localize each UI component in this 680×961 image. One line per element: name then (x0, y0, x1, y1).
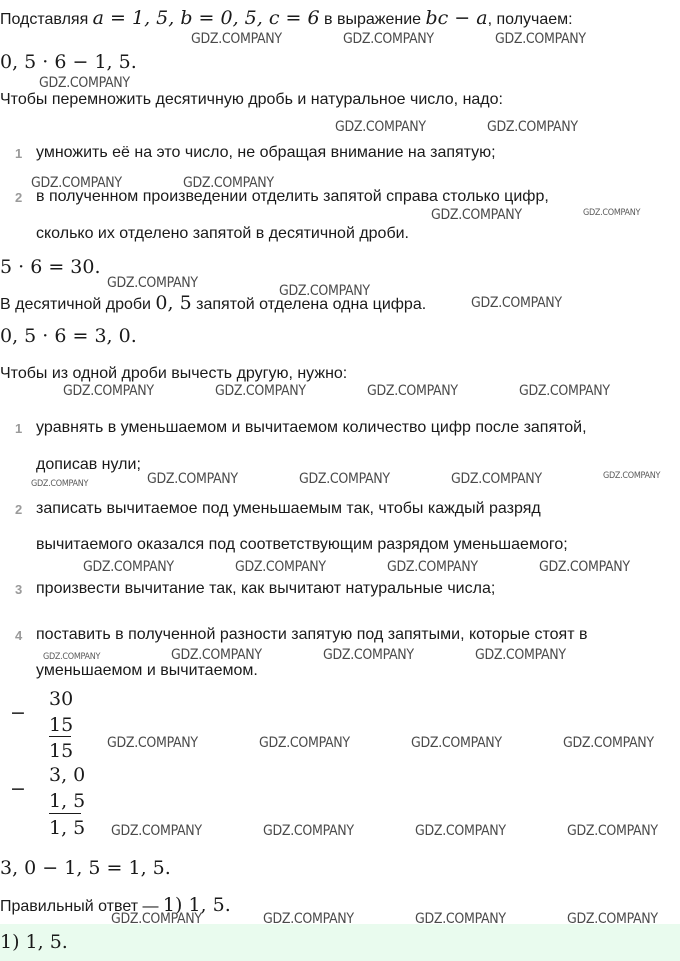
watermark: GDZ.COMPANY (83, 559, 174, 575)
subtract-step-text: вычитаемого оказался под соответствующим разрядом уменьшаемого; (36, 536, 568, 553)
subtract-step-text: дописав нули; (36, 456, 141, 473)
subtract-step-text: уравнять в уменьшаемом и вычитаемом количество цифр после запятой, (36, 419, 587, 436)
watermark: GDZ.COMPANY (31, 479, 89, 489)
watermark: GDZ.COMPANY (111, 823, 202, 839)
watermark: GDZ.COMPANY (415, 823, 506, 839)
watermark: GDZ.COMPANY (567, 823, 658, 839)
watermark: GDZ.COMPANY (171, 647, 262, 663)
watermark: GDZ.COMPANY (519, 383, 610, 399)
intro-expr: bc − a (425, 7, 488, 29)
watermark: GDZ.COMPANY (475, 647, 566, 663)
subtract-step-text: произвести вычитание так, как вычитают натуральные числа; (36, 580, 496, 597)
watermark: GDZ.COMPANY (147, 471, 238, 487)
minuend: 3, 0 (49, 764, 86, 786)
watermark: GDZ.COMPANY (39, 75, 130, 91)
difference: 15 (49, 740, 74, 762)
watermark: GDZ.COMPANY (471, 295, 562, 311)
minuend: 30 (49, 688, 74, 710)
watermark: GDZ.COMPANY (415, 911, 506, 927)
watermark: GDZ.COMPANY (107, 275, 198, 291)
intro-suffix: , получаем: (487, 11, 573, 28)
watermark: GDZ.COMPANY (567, 911, 658, 927)
answer-box-text: 1) 1, 5. (0, 931, 68, 953)
watermark: GDZ.COMPANY (111, 911, 202, 927)
watermark: GDZ.COMPANY (235, 559, 326, 575)
decimal-note-suffix: запятой отделена одна цифра. (191, 296, 427, 313)
watermark: GDZ.COMPANY (367, 383, 458, 399)
multiply-step-text: сколько их отделено запятой в десятичной дроби. (36, 225, 409, 242)
answer-label: Правильный ответ — (0, 898, 163, 915)
subtract-step-text: записать вычитаемое под уменьшаемым так, чтобы каждый разряд (36, 500, 541, 517)
decimal-note-prefix: В десятичной дроби (0, 296, 156, 313)
multiply-step-text: в полученном произведении отделить запятой справа столько цифр, (36, 188, 549, 205)
watermark: GDZ.COMPANY (487, 119, 578, 135)
multiply-rule-heading: Чтобы перемножить десятичную дробь и натуральное число, надо: (0, 91, 503, 108)
watermark: GDZ.COMPANY (539, 559, 630, 575)
watermark: GDZ.COMPANY (279, 283, 370, 299)
subtrahend: 1, 5 (49, 790, 86, 812)
watermark: GDZ.COMPANY (183, 175, 274, 191)
watermark: GDZ.COMPANY (31, 175, 122, 191)
calc-line-3: 3, 0 − 1, 5 = 1, 5. (0, 857, 171, 879)
watermark: GDZ.COMPANY (299, 471, 390, 487)
watermark: GDZ.COMPANY (107, 735, 198, 751)
subtract-step-number: 1 (15, 421, 23, 436)
watermark: GDZ.COMPANY (343, 31, 434, 47)
watermark: GDZ.COMPANY (259, 735, 350, 751)
decimal-note-value: 0, 5 (155, 292, 192, 314)
intro-values: a = 1, 5, b = 0, 5, c = 6 (92, 7, 320, 29)
subtract-step-number: 3 (15, 582, 23, 597)
difference: 1, 5 (49, 817, 86, 839)
subtract-step-text: поставить в полученной разности запятую под запятыми, которые стоят в (36, 626, 588, 643)
multiply-step-number: 2 (15, 190, 23, 205)
subtract-step-number: 2 (15, 502, 23, 517)
watermark: GDZ.COMPANY (43, 652, 101, 662)
watermark: GDZ.COMPANY (263, 823, 354, 839)
multiply-step-text: умножить её на это число, не обращая внимание на запятую; (36, 144, 496, 161)
minus-sign: − (10, 778, 26, 800)
answer-value: 1) 1, 5. (162, 894, 231, 916)
subtrahend: 15 (49, 714, 74, 736)
subtract-step-number: 4 (15, 628, 23, 643)
subtract-step-text: уменьшаемом и вычитаемом. (36, 662, 258, 679)
calc-line-1: 5 · 6 = 30. (0, 256, 101, 278)
multiply-step-number: 1 (15, 146, 23, 161)
calc-line-2: 0, 5 · 6 = 3, 0. (0, 325, 137, 347)
watermark: GDZ.COMPANY (191, 31, 282, 47)
column-rule (49, 736, 71, 737)
column-rule (49, 813, 81, 814)
watermark: GDZ.COMPANY (411, 735, 502, 751)
watermark: GDZ.COMPANY (583, 208, 641, 218)
watermark: GDZ.COMPANY (323, 647, 414, 663)
watermark: GDZ.COMPANY (335, 119, 426, 135)
watermark: GDZ.COMPANY (495, 31, 586, 47)
answer-box (0, 924, 680, 961)
watermark: GDZ.COMPANY (63, 383, 154, 399)
watermark: GDZ.COMPANY (563, 735, 654, 751)
watermark: GDZ.COMPANY (603, 471, 661, 481)
watermark: GDZ.COMPANY (431, 207, 522, 223)
intro-line (0, 8, 573, 30)
watermark: GDZ.COMPANY (451, 471, 542, 487)
minus-sign: − (10, 702, 26, 724)
intro-middle: в выражение (319, 11, 426, 28)
watermark: GDZ.COMPANY (263, 911, 354, 927)
subtract-rule-heading: Чтобы из одной дроби вычесть другую, нужно: (0, 365, 348, 382)
expression-line: 0, 5 · 6 − 1, 5. (0, 51, 137, 73)
watermark: GDZ.COMPANY (215, 383, 306, 399)
intro-prefix: Подставляя (0, 11, 93, 28)
watermark: GDZ.COMPANY (387, 559, 478, 575)
